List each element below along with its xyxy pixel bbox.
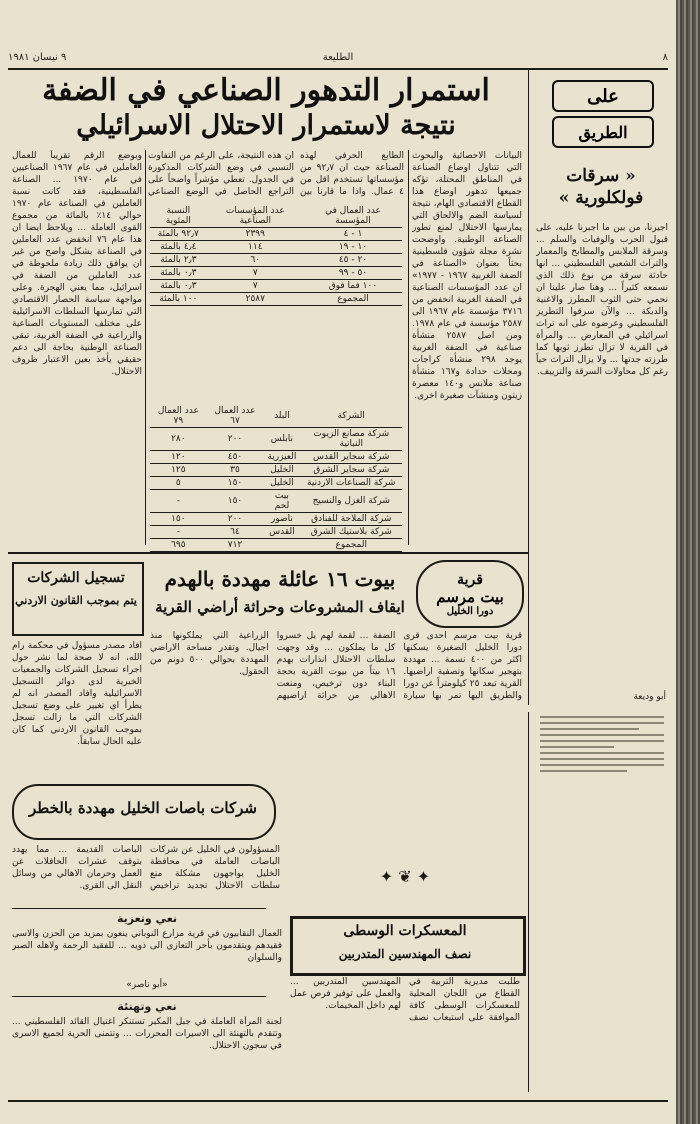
table-row	[150, 428, 402, 451]
section-rule	[8, 552, 528, 554]
beit-mersim-body: قرية بيت مرسم احدى قرى دورا الخليل الصغيرة يسكنها اكثر من ٤٠٠ نسمة ... مهددة بتهجير سكانها وتصفية اراضيها. القرية تبعد ٢٥ كيلومتراً عن دورا والطريق اليها تمر بها سيارة الضفة ... لقمة لهم بل خسروا كل ما يملكون ... وقد وجهت سلطات الاحتلال انذارات بهدم ١٦ بيتاً من بيوت القرية بحجة البناء دون ترخيص، ومنعت الاهالي من حراثة اراضيهم الزراعية التي يملكونها منذ اجيال. وتقدر مساحة الاراضي المهددة بحوالي ٥٠٠ دونم من الحقول.	[150, 631, 522, 701]
table-row	[150, 254, 402, 267]
condolence1-title: نعي وتعزية	[116, 912, 178, 925]
table-cell: ٦٠	[207, 254, 304, 267]
table-row	[150, 513, 402, 526]
notice-rule	[12, 996, 266, 997]
table-total-row	[150, 539, 402, 552]
table-cell: ٤٫٤ بالمئة	[150, 241, 207, 254]
table-cell: ١ - ٤	[304, 228, 402, 241]
table-cell: ٧	[207, 267, 304, 280]
companies-title-1: تسجيل الشركات	[27, 570, 125, 586]
main-body-col4: وبوضع الرقم تقريباً للعمال العاملين في عام ١٩٦٧ الصناعيين في عام ١٩٧٠ ... الصناعة الفلسطينية، فقد كانت نسبة العاملين في الصناعة عام ١٩٧٠ حوالي ١٤٪ بالمائة من مجموع القوى العاملة ... ويلاحظ ايضا ان هذا عام ٧٦ انخفض عدد العاملين في الصناعة بشكل واضح من غير ان يوافق ذلك زيادة ملحوظة في عدد العاملين من الضفة في اسرائيل، مما يعني الهجرة. وعلى مواجهة سياسة الحصار الاقتصادي التي تمارسها السلطات الاسرائيلية على مختلف المستويات الصناعية والزراعية في الضفة الغربية، تبقى الصناعة الوطنية بحاجة الى دعم حقيقي يأخذ بعين الاعتبار ظروف الاحتلال.	[12, 151, 142, 377]
condolence2-body: لجنة المرأة العاملة في جبل المكبر تستنكر اغتيال القائد الفلسطيني ... وتتقدم بالتهنئة الى الاسيرات المحررات ... وتتمنى الحرية لجميع الاسرى في سجون الاحتلال.	[12, 1017, 282, 1051]
table-cell: ١٥٠	[207, 490, 264, 513]
table-cell: ٢٣٩٩	[207, 228, 304, 241]
table-row	[150, 241, 402, 254]
table-row	[150, 490, 402, 513]
table-header: الشركة	[301, 405, 402, 428]
table-cell: ٢٠٠	[207, 428, 264, 451]
buses-body: المسؤولون في الخليل عن شركات الباصات العاملة في محافظة الخليل يواجهون مشكلة منع سلطات الاحتلال تجديد تراخيص الباصات القديمة ... مما يهدد بتوقف عشرات الحافلات عن العمل وحرمان الاهالي من وسائل النقل الى القرى.	[12, 845, 280, 891]
establishments-table	[150, 205, 402, 306]
table-cell: ٧١٢	[207, 539, 264, 552]
table-header: عدد المؤسسات الصناعية	[207, 205, 304, 228]
table-row	[150, 451, 402, 464]
table-cell: شركة الغزل والنسيج	[301, 490, 402, 513]
table-header: عدد العمال ٧٩	[150, 405, 207, 428]
table-row	[150, 464, 402, 477]
newspaper-name: الطليعة	[322, 52, 354, 63]
table-cell: شركة الصناعات الاردنية	[301, 477, 402, 490]
header-rule	[8, 68, 668, 70]
table-cell: المجموع	[301, 539, 402, 552]
companies-body: افاد مصدر مسؤول في محكمة رام الله، انه لا صحة لما نشر حول اجراء تسجيل الشركات والجمعيات الخيرية لدى دوائر التسجيل الاسرائيلية وافاد المصدر انه لم يطرأ اي تغيير على وضع تسجيل الشركات التي ما زالت تسجل بموجب القانون الاردني كما كان عليه الحال سابقاً.	[12, 641, 142, 747]
table-cell: ٢٫٣ بالمئة	[150, 254, 207, 267]
page-number: ٨	[662, 52, 668, 63]
page-header	[8, 52, 668, 66]
table-cell: العيزرية	[263, 451, 300, 464]
condolence1-signature: «أبو ناصر»	[126, 980, 168, 990]
table-cell: ٢٠ - ٤٥	[304, 254, 402, 267]
issue-date: ٩ نيسان ١٩٨١	[8, 52, 67, 63]
companies-table	[150, 405, 402, 552]
table-cell: ٢٨٠	[150, 428, 207, 451]
table-cell: شركة سجاير القدس	[301, 451, 402, 464]
table-cell: ٢٥٨٧	[207, 293, 304, 306]
beit-mersim-headline: بيوت ١٦ عائلة مهددة بالهدم	[164, 567, 396, 591]
table-cell: ناصور	[263, 513, 300, 526]
table-row	[150, 280, 402, 293]
footer-rule	[8, 1100, 668, 1102]
table-cell: ٠٫٣ بالمئة	[150, 267, 207, 280]
table-row	[150, 477, 402, 490]
column-divider	[528, 712, 529, 1092]
table-cell: بيت لحم	[263, 490, 300, 513]
table-cell: ١٥٠	[207, 477, 264, 490]
village-badge	[416, 560, 524, 628]
table-cell: نابلس	[263, 428, 300, 451]
table-cell: شركة بلاستيك الشرق	[301, 526, 402, 539]
table-total-row	[150, 293, 402, 306]
table-header: البلد	[263, 405, 300, 428]
table-cell: ١٠٠ بالمئة	[150, 293, 207, 306]
table-cell: ٦٤	[207, 526, 264, 539]
column-body: اجيرنا، من بين ما اجبرنا عليه، على قبول الحرب والوفيات والسلم ... وسرقة الملابس والمطابخ والمعمار والتراث الشعبي الفلسطيني ... انها حادثة سرقة من نوع ذلك الذي نسمعه كثيراً ... وهنا صار علينا ان نحمي حتى الثوب المطرز والاغنية والدبكة ... والآن سرقوا التطريز الفلسطيني وعرضوه على انه تراث اسرائيلي في المعارض ... والمرأة في القرية لا تزال تطرز ثوبها كما طرزته جدتها ... ولا يزال التراث حياً رغم كل محاولات السرقة والتزييف.	[536, 223, 668, 377]
camps-title-1: المعسكرات الوسطى	[343, 923, 467, 939]
table-cell: شركة مصانع الزيوت النباتية	[301, 428, 402, 451]
condolence2-title: نعي وتهنئة	[117, 1000, 177, 1013]
table-row	[150, 526, 402, 539]
table-cell: ١٢٠	[150, 451, 207, 464]
companies-title-2: يتم بموجب القانون الاردني	[15, 594, 137, 607]
table-cell: الخليل	[263, 464, 300, 477]
table-cell: ٥٠ - ٩٩	[304, 267, 402, 280]
table-cell	[263, 539, 300, 552]
camps-title-2: نصف المهندسين المتدربين	[338, 947, 472, 961]
table-cell: ٢٠٠	[207, 513, 264, 526]
table-cell: شركة الملاحة للفنادق	[301, 513, 402, 526]
col-rule	[408, 150, 409, 545]
table-cell: ٣٥	[207, 464, 264, 477]
main-body-col2: الطابع الحرفي لهذه الصناعة حيث ان ٩٢٫٧ من مؤسساتها تستخدم اقل من ٤ عمال. واذا ما قارنا بين	[300, 151, 404, 197]
column-signature: أبو وديعة	[633, 692, 666, 702]
buses-title: شركات باصات الخليل مهددة بالخطر	[29, 799, 257, 817]
table-cell: ٠٫٣ بالمئة	[150, 280, 207, 293]
table-cell: ١١٤	[207, 241, 304, 254]
main-headline-2: نتيجة لاستمرار الاحتلال الاسرائيلي	[76, 110, 456, 141]
table-header: عدد العمال ٦٧	[207, 405, 264, 428]
table-cell: ٤٥٠	[207, 451, 264, 464]
main-headline-1: استمرار التدهور الصناعي في الضفة	[42, 73, 490, 108]
table-cell: الخليل	[263, 477, 300, 490]
table-cell: المجموع	[304, 293, 402, 306]
table-cell: القدس	[263, 526, 300, 539]
table-header: النسبة المئوية	[150, 205, 207, 228]
table-row	[150, 267, 402, 280]
column-divider	[528, 70, 529, 705]
table-cell: -	[150, 526, 207, 539]
beit-mersim-subheadline: ايقاف المشروعات وحراثة أراضي القرية	[155, 598, 405, 616]
column-title: « سرقات فولكلورية »	[558, 166, 644, 208]
col-rule	[145, 150, 146, 545]
ornament-icon: ✦ ❦ ✦	[379, 866, 431, 886]
camps-body: طلبت مديرية التربية في القطاع من اللجان المحلية للمعسكرات الوسطى كافة الموافقة على استيعاب نصف المهندسين المتدربين ... والعمل على توفير فرص عمل لهم داخل المخيمات.	[290, 977, 520, 1023]
column-label-top: على	[552, 80, 654, 112]
page-edge	[676, 0, 700, 1124]
table-cell: ١٥٠	[150, 513, 207, 526]
village-badge-line1: قرية	[457, 571, 483, 588]
table-cell: ٩٢٫٧ بالمئة	[150, 228, 207, 241]
main-body-col1: البيانات الاحصائية والبحوث التي تتناول اوضاع الصناعة في المناطق المحتلة، تؤكه جميعها تدهور اوضاع هذا القطاع الاقتصادي الهام، نتيجة لسياسة الضم والالحاق التي يمارسها الاحتلال لمنع تطور الصناعة الوطنية. واوضحت نشرة مجلة شؤون فلسطينية بحثاً بعنوان «الصناعة في الضفة الغربية ١٩٦٧ - ١٩٧٧» ان عدد المؤسسات الصناعية في الضفة الغربية انخفض من ٣٧١٦ مؤسسة عام ١٩٦٧ الى ٢٥٨٧ مؤسسة في عام ١٩٧٨. ومن اصل ٢٥٨٧ منشأة صناعية في الضفة الغربية يوجد ٢٩٨ منشأة كراجات ومحلات حدادة و١٦٧ منشأة صناعة ملابس و١٤٠ معصرة زيتون ومنشآت صغيرة اخرى.	[412, 151, 522, 401]
table-header: عدد العمال في المؤسسة	[304, 205, 402, 228]
table-cell: -	[150, 490, 207, 513]
table-cell: ٥	[150, 477, 207, 490]
village-badge-line3: دورا الخليل	[446, 605, 494, 617]
table-cell: ٧	[207, 280, 304, 293]
column-label-bottom: الطريق	[552, 116, 654, 148]
condolence1-body: العمال النقابيون في قرية مزارع النوباني ينعون بمزيد من الحزن والاسى فقيدهم ويتقدمون بأحر التعازي الى ذويه ... للفقيد الرحمة ولاهله الصبر والسلوان	[12, 929, 282, 963]
faded-text-lines	[540, 716, 664, 772]
table-cell: ١٠ - ١٩	[304, 241, 402, 254]
table-cell: ٦٩٥	[150, 539, 207, 552]
main-body-col3: ان هذه النتيجة، على الرغم من التفاوت النسبي في وضع الشركات المذكورة في الجدول. تعطي مؤشراً واضحاً على التراجع الحاصل في الوضع الصناعي	[148, 151, 294, 197]
table-row	[150, 228, 402, 241]
table-cell: ١٢٥	[150, 464, 207, 477]
table-cell: شركة سجاير الشرق	[301, 464, 402, 477]
notice-rule	[12, 908, 266, 909]
table-cell: ١٠٠ فما فوق	[304, 280, 402, 293]
village-badge-line2: بيت مرسم	[436, 587, 504, 606]
